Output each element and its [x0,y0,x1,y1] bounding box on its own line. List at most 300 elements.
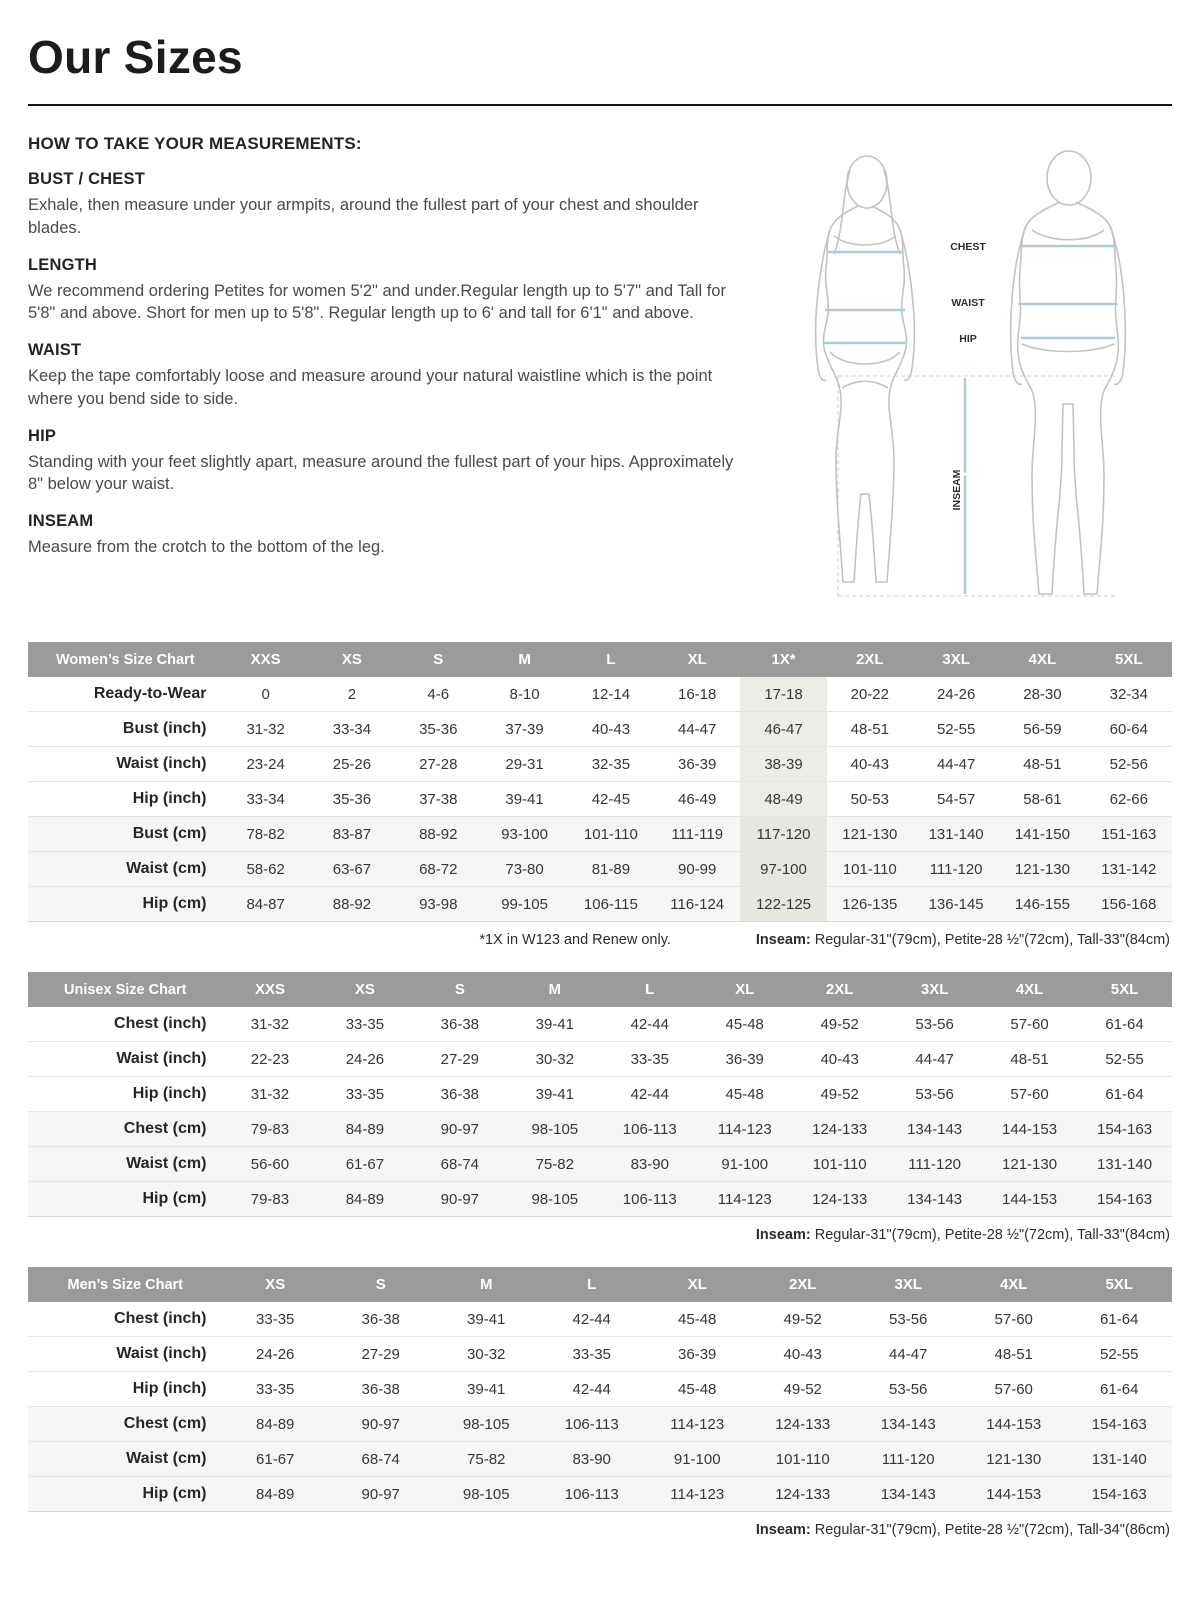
page-title: Our Sizes [28,31,243,83]
size-cell: 36-38 [361,1380,400,1398]
size-cell: 33-35 [630,1050,669,1068]
row-label: Hip (inch) [132,1085,207,1102]
size-cell: 39-41 [467,1380,506,1398]
size-cell: 91-100 [673,1450,721,1468]
size-column-header: XL [697,972,792,1007]
size-column-header: 5XL [1066,1267,1172,1302]
size-cell: 40-43 [783,1345,822,1363]
section-body: We recommend ordering Petites for women 5'2" and under.Regular length up to 5'7" and Tall for 5'8" and above. Short for men up to 5'8". Regular length up to 6' and tall for 6'1" and above. [28,281,726,323]
section-waist [28,341,748,411]
size-column-header: 2XL [827,642,913,677]
size-cell: 98-105 [462,1485,510,1503]
size-cell: 83-90 [572,1450,611,1468]
size-cell: 124-133 [812,1120,868,1138]
size-cell: 61-67 [256,1450,295,1468]
size-cell: 75-82 [467,1450,506,1468]
size-cell: 146-155 [1014,895,1070,913]
size-column-header: S [412,972,507,1007]
size-cell: 98-105 [531,1120,579,1138]
mens-size-chart [28,1267,1172,1538]
size-cell: 93-100 [501,825,548,843]
inseam-footnote-label: Inseam: [755,932,811,948]
size-cell: 33-35 [345,1015,385,1033]
size-cell: 39-41 [505,790,544,808]
size-cell: 84-87 [246,895,285,913]
size-cell: 35-36 [419,720,458,738]
size-cell: 39-41 [467,1310,506,1328]
section-title: INSEAM [28,512,94,531]
size-cell: 44-47 [889,1345,928,1363]
womens-footnotes [28,932,1170,948]
footnote-inseam [756,932,1170,948]
size-cell: 53-56 [889,1380,928,1398]
size-column-header: XXS [222,972,317,1007]
table-row [28,1337,1172,1372]
size-cell: 20-22 [850,685,889,703]
size-cell: 111-120 [908,1155,962,1173]
size-cell: 62-66 [1109,790,1148,808]
size-column-header: 4XL [961,1267,1067,1302]
table-row [28,1042,1172,1077]
row-label: Hip (inch) [132,790,207,807]
size-cell: 90-97 [440,1190,480,1208]
size-cell: 93-98 [419,895,458,913]
size-cell: 45-48 [678,1380,717,1398]
size-cell: 56-60 [250,1155,290,1173]
size-cell: 63-67 [332,860,372,878]
size-cell: 53-56 [915,1015,954,1033]
size-cell: 75-82 [535,1155,574,1173]
size-cell: 8-10 [509,685,540,703]
size-cell: 49-52 [820,1085,859,1103]
size-cell: 101-110 [812,1155,867,1173]
size-cell: 98-105 [531,1190,579,1208]
table-row [28,782,1172,817]
size-cell: 52-55 [936,720,976,738]
size-column-header: M [507,972,602,1007]
size-cell: 28-30 [1023,685,1062,703]
table-row [28,1302,1172,1337]
size-column-header: L [602,972,697,1007]
size-cell: 52-56 [1109,755,1148,773]
size-column-header: S [395,642,481,677]
size-cell: 114-123 [670,1485,725,1503]
section-title: BUST / CHEST [28,170,145,188]
footnote-1x-note: *1X in W123 and Renew only. [479,932,671,948]
size-cell: 4-6 [427,685,450,703]
size-cell: 61-64 [1105,1085,1144,1103]
size-column-header: 3XL [913,642,999,677]
row-label: Ready-to-Wear [93,685,207,702]
size-cell: 91-100 [721,1155,769,1173]
table-row [28,712,1172,747]
size-cell: 122-125 [740,887,826,922]
size-cell: 36-38 [440,1015,480,1033]
size-column-header: XXS [222,642,308,677]
section-bust-chest [28,170,748,240]
size-cell: 37-39 [505,720,544,738]
size-column-header: 3XL [855,1267,961,1302]
size-cell: 84-89 [345,1190,385,1208]
size-column-header: XL [644,1267,750,1302]
inseam-footnote-text: Regular-31"(79cm), Petite-28 ½"(72cm), Tall-34"(86cm) [810,1522,1170,1538]
section-title: HIP [28,426,57,445]
size-cell: 131-140 [1096,1155,1153,1173]
size-cell: 40-43 [820,1050,859,1068]
section-title: WAIST [28,341,82,360]
size-cell: 52-55 [1105,1050,1144,1068]
size-cell: 114-123 [670,1415,725,1433]
size-cell: 114-123 [717,1190,772,1208]
size-table [28,1267,1172,1512]
size-cell: 48-49 [740,782,826,817]
size-column-header: L [539,1267,645,1302]
size-cell: 53-56 [915,1085,954,1103]
size-column-header: XS [317,972,412,1007]
section-body: Keep the tape comfortably loose and measure around your natural waistline which is the point where you bend side to side. [28,367,713,408]
unisex-size-table [28,972,1172,1217]
size-cell: 126-135 [842,895,898,913]
size-cell: 42-44 [630,1085,669,1103]
size-cell: 60-64 [1109,720,1148,738]
table-row [28,1147,1172,1182]
size-cell: 33-35 [572,1345,611,1363]
size-cell: 36-38 [440,1085,480,1103]
unisex-footnotes [28,1227,1170,1243]
size-cell: 35-36 [332,790,372,808]
size-cell: 131-140 [1091,1450,1147,1468]
size-cell: 45-48 [725,1015,764,1033]
size-cell: 57-60 [1010,1085,1049,1103]
size-cell: 40-43 [850,755,889,773]
size-column-header: 2XL [750,1267,856,1302]
size-column-header: 4XL [982,972,1077,1007]
man-figure [1011,151,1126,594]
size-cell: 99-105 [501,895,548,913]
size-cell: 131-142 [1101,860,1157,878]
size-cell: 0 [261,685,270,703]
size-column-header: 5XL [1086,642,1172,677]
size-cell: 111-120 [929,860,983,878]
size-column-header: M [481,642,567,677]
size-cell: 101-110 [775,1450,830,1468]
size-cell: 2 [347,685,357,703]
chest-label: CHEST [950,241,986,253]
size-cell: 42-44 [630,1015,669,1033]
size-cell: 30-32 [467,1345,506,1363]
size-cell: 78-82 [246,825,285,843]
size-cell: 48-51 [994,1345,1033,1363]
row-label: Chest (cm) [123,1120,207,1137]
size-cell: 32-35 [591,755,631,773]
size-cell: 46-47 [740,712,826,747]
table-row [28,1407,1172,1442]
size-column-header: L [568,642,654,677]
table-row [28,1182,1172,1217]
size-cell: 134-143 [880,1415,936,1433]
size-cell: 61-64 [1100,1310,1139,1328]
unisex-size-chart [28,972,1172,1243]
size-cell: 12-14 [591,685,631,703]
size-cell: 106-113 [622,1190,677,1208]
woman-measure-lines [823,252,907,343]
section-body: Standing with your feet slightly apart, measure around the fullest part of your hips. Approximately 8" below your waist. [28,452,734,494]
inseam-footnote-text: Regular-31"(79cm), Petite-28 ½"(72cm), Tall-33"(84cm) [810,1227,1170,1243]
size-cell: 27-29 [440,1050,480,1068]
size-cell: 36-39 [678,1345,717,1363]
size-cell: 111-119 [671,825,724,843]
section-body: Exhale, then measure under your armpits, around the fullest part of your chest and shoulder blades. [28,196,699,237]
size-cell: 141-150 [1014,825,1070,843]
size-cell: 58-62 [246,860,285,878]
intro-section [28,130,1172,614]
size-cell: 101-110 [842,860,897,878]
size-cell: 33-35 [345,1085,385,1103]
size-cell: 31-32 [250,1085,290,1103]
size-cell: 68-74 [361,1450,400,1468]
size-cell: 83-87 [332,825,372,843]
size-column-header: 3XL [887,972,982,1007]
size-cell: 57-60 [994,1310,1033,1328]
size-cell: 53-56 [889,1310,928,1328]
size-cell: 83-90 [630,1155,669,1173]
size-cell: 88-92 [419,825,458,843]
size-cell: 52-55 [1100,1345,1139,1363]
womens-size-table [28,642,1172,922]
size-cell: 144-153 [1002,1120,1058,1138]
table-row [28,852,1172,887]
size-column-header: 1X* [740,642,826,677]
size-cell: 121-130 [1002,1155,1058,1173]
table-title: Men’s Size Chart [28,1267,222,1302]
size-cell: 33-34 [332,720,372,738]
size-cell: 106-115 [583,895,638,913]
size-cell: 33-35 [256,1380,295,1398]
size-cell: 79-83 [250,1190,290,1208]
table-row [28,1477,1172,1512]
measurement-instructions [28,130,748,614]
size-cell: 24-26 [936,685,976,703]
size-cell: 45-48 [725,1085,764,1103]
size-cell: 79-83 [250,1120,290,1138]
size-cell: 39-41 [535,1015,574,1033]
size-cell: 117-120 [740,817,826,852]
size-cell: 88-92 [332,895,372,913]
size-cell: 154-163 [1091,1485,1147,1503]
size-cell: 124-133 [775,1415,831,1433]
row-label: Hip (cm) [142,895,207,912]
size-cell: 131-140 [928,825,984,843]
size-cell: 44-47 [915,1050,954,1068]
size-cell: 57-60 [1010,1015,1049,1033]
mens-size-table [28,1267,1172,1512]
size-cell: 106-113 [622,1120,677,1138]
size-column-header: XL [654,642,740,677]
size-column-header: 2XL [792,972,887,1007]
hip-label: HIP [959,333,977,345]
body-figures-illustration [772,136,1172,614]
size-cell: 23-24 [246,755,285,773]
table-row [28,1372,1172,1407]
row-label: Bust (cm) [132,825,207,842]
table-row [28,1442,1172,1477]
size-cell: 27-29 [361,1345,400,1363]
size-cell: 33-35 [256,1310,295,1328]
table-row [28,1077,1172,1112]
size-cell: 39-41 [535,1085,574,1103]
size-cell: 68-74 [440,1155,480,1173]
table-row [28,1007,1172,1042]
table-row [28,677,1172,712]
size-cell: 121-130 [986,1450,1042,1468]
size-cell: 84-89 [256,1485,295,1503]
inseam-footnote-label: Inseam: [755,1227,811,1243]
size-cell: 156-168 [1101,895,1157,913]
row-label: Waist (cm) [126,1450,207,1467]
size-cell: 84-89 [345,1120,385,1138]
size-cell: 144-153 [986,1485,1042,1503]
size-column-header: S [328,1267,434,1302]
footnote-inseam [756,1522,1170,1538]
row-label: Waist (cm) [126,1155,207,1172]
size-column-header: XS [309,642,395,677]
size-table [28,972,1172,1217]
size-cell: 36-39 [678,755,717,773]
size-cell: 48-51 [1010,1050,1049,1068]
size-cell: 45-48 [678,1310,717,1328]
inseam-label: INSEAM [951,469,963,511]
size-cell: 42-44 [572,1380,611,1398]
size-cell: 98-105 [462,1415,510,1433]
size-cell: 17-18 [740,677,826,712]
row-label: Chest (inch) [114,1310,207,1327]
size-cell: 31-32 [246,720,285,738]
size-cell: 97-100 [740,852,826,887]
size-cell: 48-51 [1023,755,1062,773]
measurement-diagram [772,130,1172,614]
section-title: LENGTH [28,255,98,274]
size-cell: 58-61 [1023,790,1062,808]
size-cell: 73-80 [505,860,544,878]
size-cell: 54-57 [936,790,976,808]
row-label: Chest (cm) [123,1415,207,1432]
size-cell: 27-28 [419,755,458,773]
size-cell: 36-38 [361,1310,400,1328]
size-cell: 111-120 [881,1450,935,1468]
size-cell: 48-51 [850,720,889,738]
title-divider [28,104,1172,106]
size-cell: 124-133 [775,1485,831,1503]
size-cell: 154-163 [1096,1190,1153,1208]
mens-footnotes [28,1522,1170,1538]
size-tables-area [28,642,1172,1538]
size-cell: 90-97 [440,1120,480,1138]
size-cell: 16-18 [678,685,717,703]
size-cell: 31-32 [250,1015,290,1033]
size-cell: 56-59 [1023,720,1062,738]
size-column-header: XS [222,1267,328,1302]
size-cell: 154-163 [1096,1120,1153,1138]
man-measure-lines [1018,246,1118,338]
table-row [28,887,1172,922]
size-cell: 49-52 [820,1015,859,1033]
size-column-header: 5XL [1077,972,1172,1007]
size-cell: 106-113 [564,1415,619,1433]
size-cell: 121-130 [1014,860,1070,878]
row-label: Waist (inch) [116,755,207,772]
size-cell: 90-99 [678,860,717,878]
size-cell: 68-72 [419,860,458,878]
size-cell: 46-49 [678,790,717,808]
table-row [28,747,1172,782]
size-cell: 42-44 [572,1310,611,1328]
row-label: Waist (cm) [126,860,207,877]
size-cell: 90-97 [361,1485,400,1503]
row-label: Chest (inch) [114,1015,207,1032]
table-row [28,817,1172,852]
size-cell: 101-110 [583,825,638,843]
size-cell: 24-26 [345,1050,385,1068]
waist-label: WAIST [951,297,985,309]
inseam-footnote-label: Inseam: [755,1522,811,1538]
womens-size-chart [28,642,1172,948]
footnote-inseam [756,1227,1170,1243]
size-cell: 81-89 [591,860,631,878]
woman-figure [816,156,915,582]
size-cell: 42-45 [591,790,631,808]
size-cell: 38-39 [740,747,826,782]
row-label: Hip (inch) [132,1380,207,1397]
size-cell: 49-52 [783,1380,822,1398]
size-column-header: M [433,1267,539,1302]
size-cell: 90-97 [361,1415,400,1433]
size-cell: 134-143 [907,1120,963,1138]
size-cell: 25-26 [332,755,372,773]
size-cell: 57-60 [994,1380,1033,1398]
size-cell: 29-31 [505,755,544,773]
section-hip [28,427,748,497]
size-cell: 24-26 [256,1345,295,1363]
row-label: Hip (cm) [142,1485,207,1502]
size-cell: 84-89 [256,1415,295,1433]
size-cell: 44-47 [678,720,717,738]
section-length [28,256,748,326]
size-cell: 61-67 [345,1155,385,1173]
size-cell: 106-113 [564,1485,619,1503]
size-cell: 144-153 [1002,1190,1058,1208]
size-cell: 40-43 [591,720,631,738]
table-title: Unisex Size Chart [28,972,222,1007]
size-cell: 134-143 [907,1190,963,1208]
size-cell: 124-133 [812,1190,868,1208]
size-cell: 44-47 [936,755,976,773]
size-cell: 121-130 [842,825,898,843]
row-label: Hip (cm) [142,1190,207,1207]
row-label: Waist (inch) [116,1050,207,1067]
size-cell: 30-32 [535,1050,574,1068]
size-cell: 114-123 [717,1120,772,1138]
size-cell: 136-145 [928,895,984,913]
table-title: Women’s Size Chart [28,642,222,677]
row-label: Bust (inch) [122,720,207,737]
size-cell: 32-34 [1109,685,1148,703]
size-cell: 116-124 [670,895,725,913]
size-cell: 151-163 [1101,825,1157,843]
section-inseam [28,512,748,559]
size-cell: 144-153 [986,1415,1042,1433]
size-cell: 61-64 [1100,1380,1139,1398]
section-body: Measure from the crotch to the bottom of the leg. [28,538,385,557]
